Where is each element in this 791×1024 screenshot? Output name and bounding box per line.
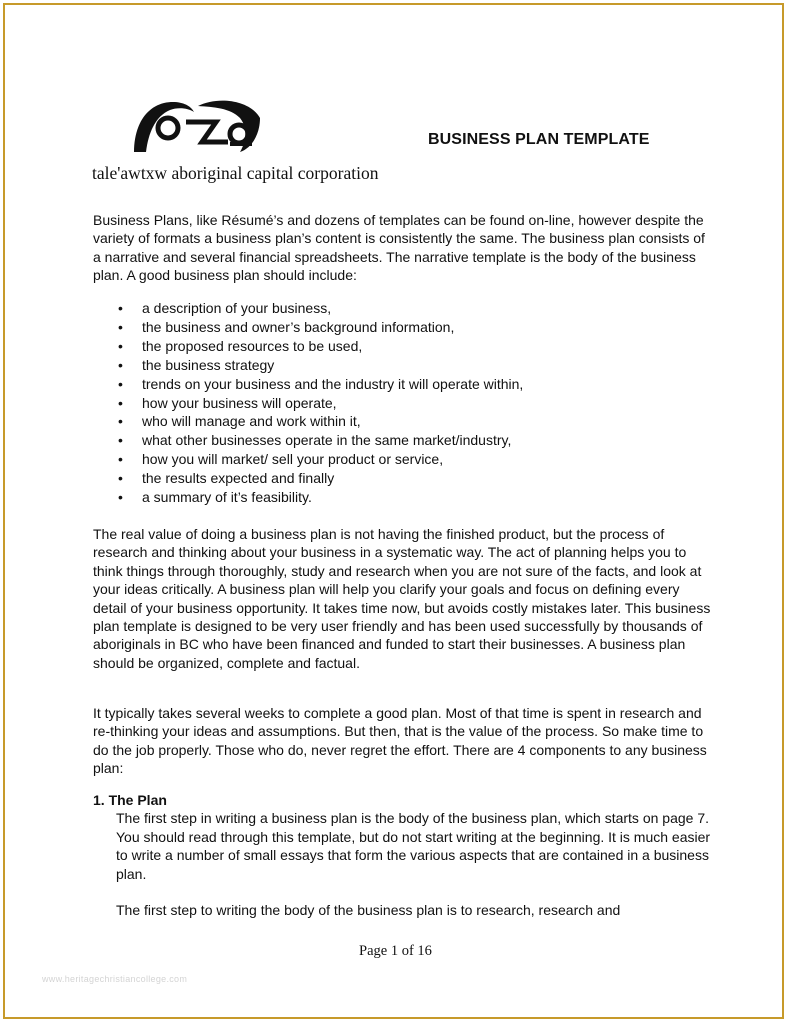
section-body: The first step in writing a business plan is the body of the business plan, which starts on page 7. You should read through this template, but do not start writing at the beginning. It is much easier to write a number of small essays that form the various aspects that are contained in a business plan. [116, 810, 711, 882]
page-number: Page 1 of 16 [359, 943, 432, 959]
list-item: • how you will market/ sell your product or service, [118, 450, 523, 469]
timing-paragraph: It typically takes several weeks to complete a good plan. Most of that time is spent in research and re-thinking your ideas and assumptions. But then, that is the value of the process. So make time to do the job properly. Those who do, never regret the effort. There are 4 components to any business plan: [93, 705, 707, 777]
document-title: BUSINESS PLAN TEMPLATE [428, 131, 650, 148]
list-item: • a summary of it’s feasibility. [118, 488, 523, 507]
list-item: • the proposed resources to be used, [118, 337, 523, 356]
section-the-plan [93, 791, 713, 919]
list-item: • how your business will operate, [118, 394, 523, 413]
stylized-eagle-faces-logo-icon [132, 98, 262, 156]
section-heading: 1. The Plan [93, 792, 167, 808]
list-item: • the business strategy [118, 356, 523, 375]
watermark: www.heritagechristiancollege.com [42, 974, 188, 984]
list-item: • a description of your business, [118, 299, 523, 318]
list-item: • what other businesses operate in the same market/industry, [118, 431, 523, 450]
list-item: • who will manage and work within it, [118, 412, 523, 431]
include-list [118, 299, 523, 507]
list-item: • the results expected and finally [118, 469, 523, 488]
org-name: tale'awtxw aboriginal capital corporation [92, 163, 379, 183]
section-body-continued: The first step to writing the body of the business plan is to research, research and [116, 902, 621, 919]
intro-paragraph: Business Plans, like Résumé’s and dozens of templates can be found on-line, however despite the variety of formats a business plan’s content is consistently the same. The business plan consists of a narrative and several financial spreadsheets. The narrative template is the body of the business plan. A good business plan should include: [93, 212, 705, 284]
list-item: • the business and owner’s background information, [118, 318, 523, 337]
list-item: • trends on your business and the industry it will operate within, [118, 375, 523, 394]
value-paragraph: The real value of doing a business plan is not having the finished product, but the process of research and thinking about your business in a systematic way. The act of planning helps you to think things through thoroughly, study and research when you are not sure of the facts, and look at your ideas critically. A business plan will help you clarify your goals and focus on defining every detail of your business opportunity. It takes time now, but avoids costly mistakes later. This business plan template is designed to be very user friendly and has been used successfully by thousands of aboriginals in BC who have been financed and funded to start their businesses. A business plan should be organized, complete and factual. [93, 526, 711, 671]
